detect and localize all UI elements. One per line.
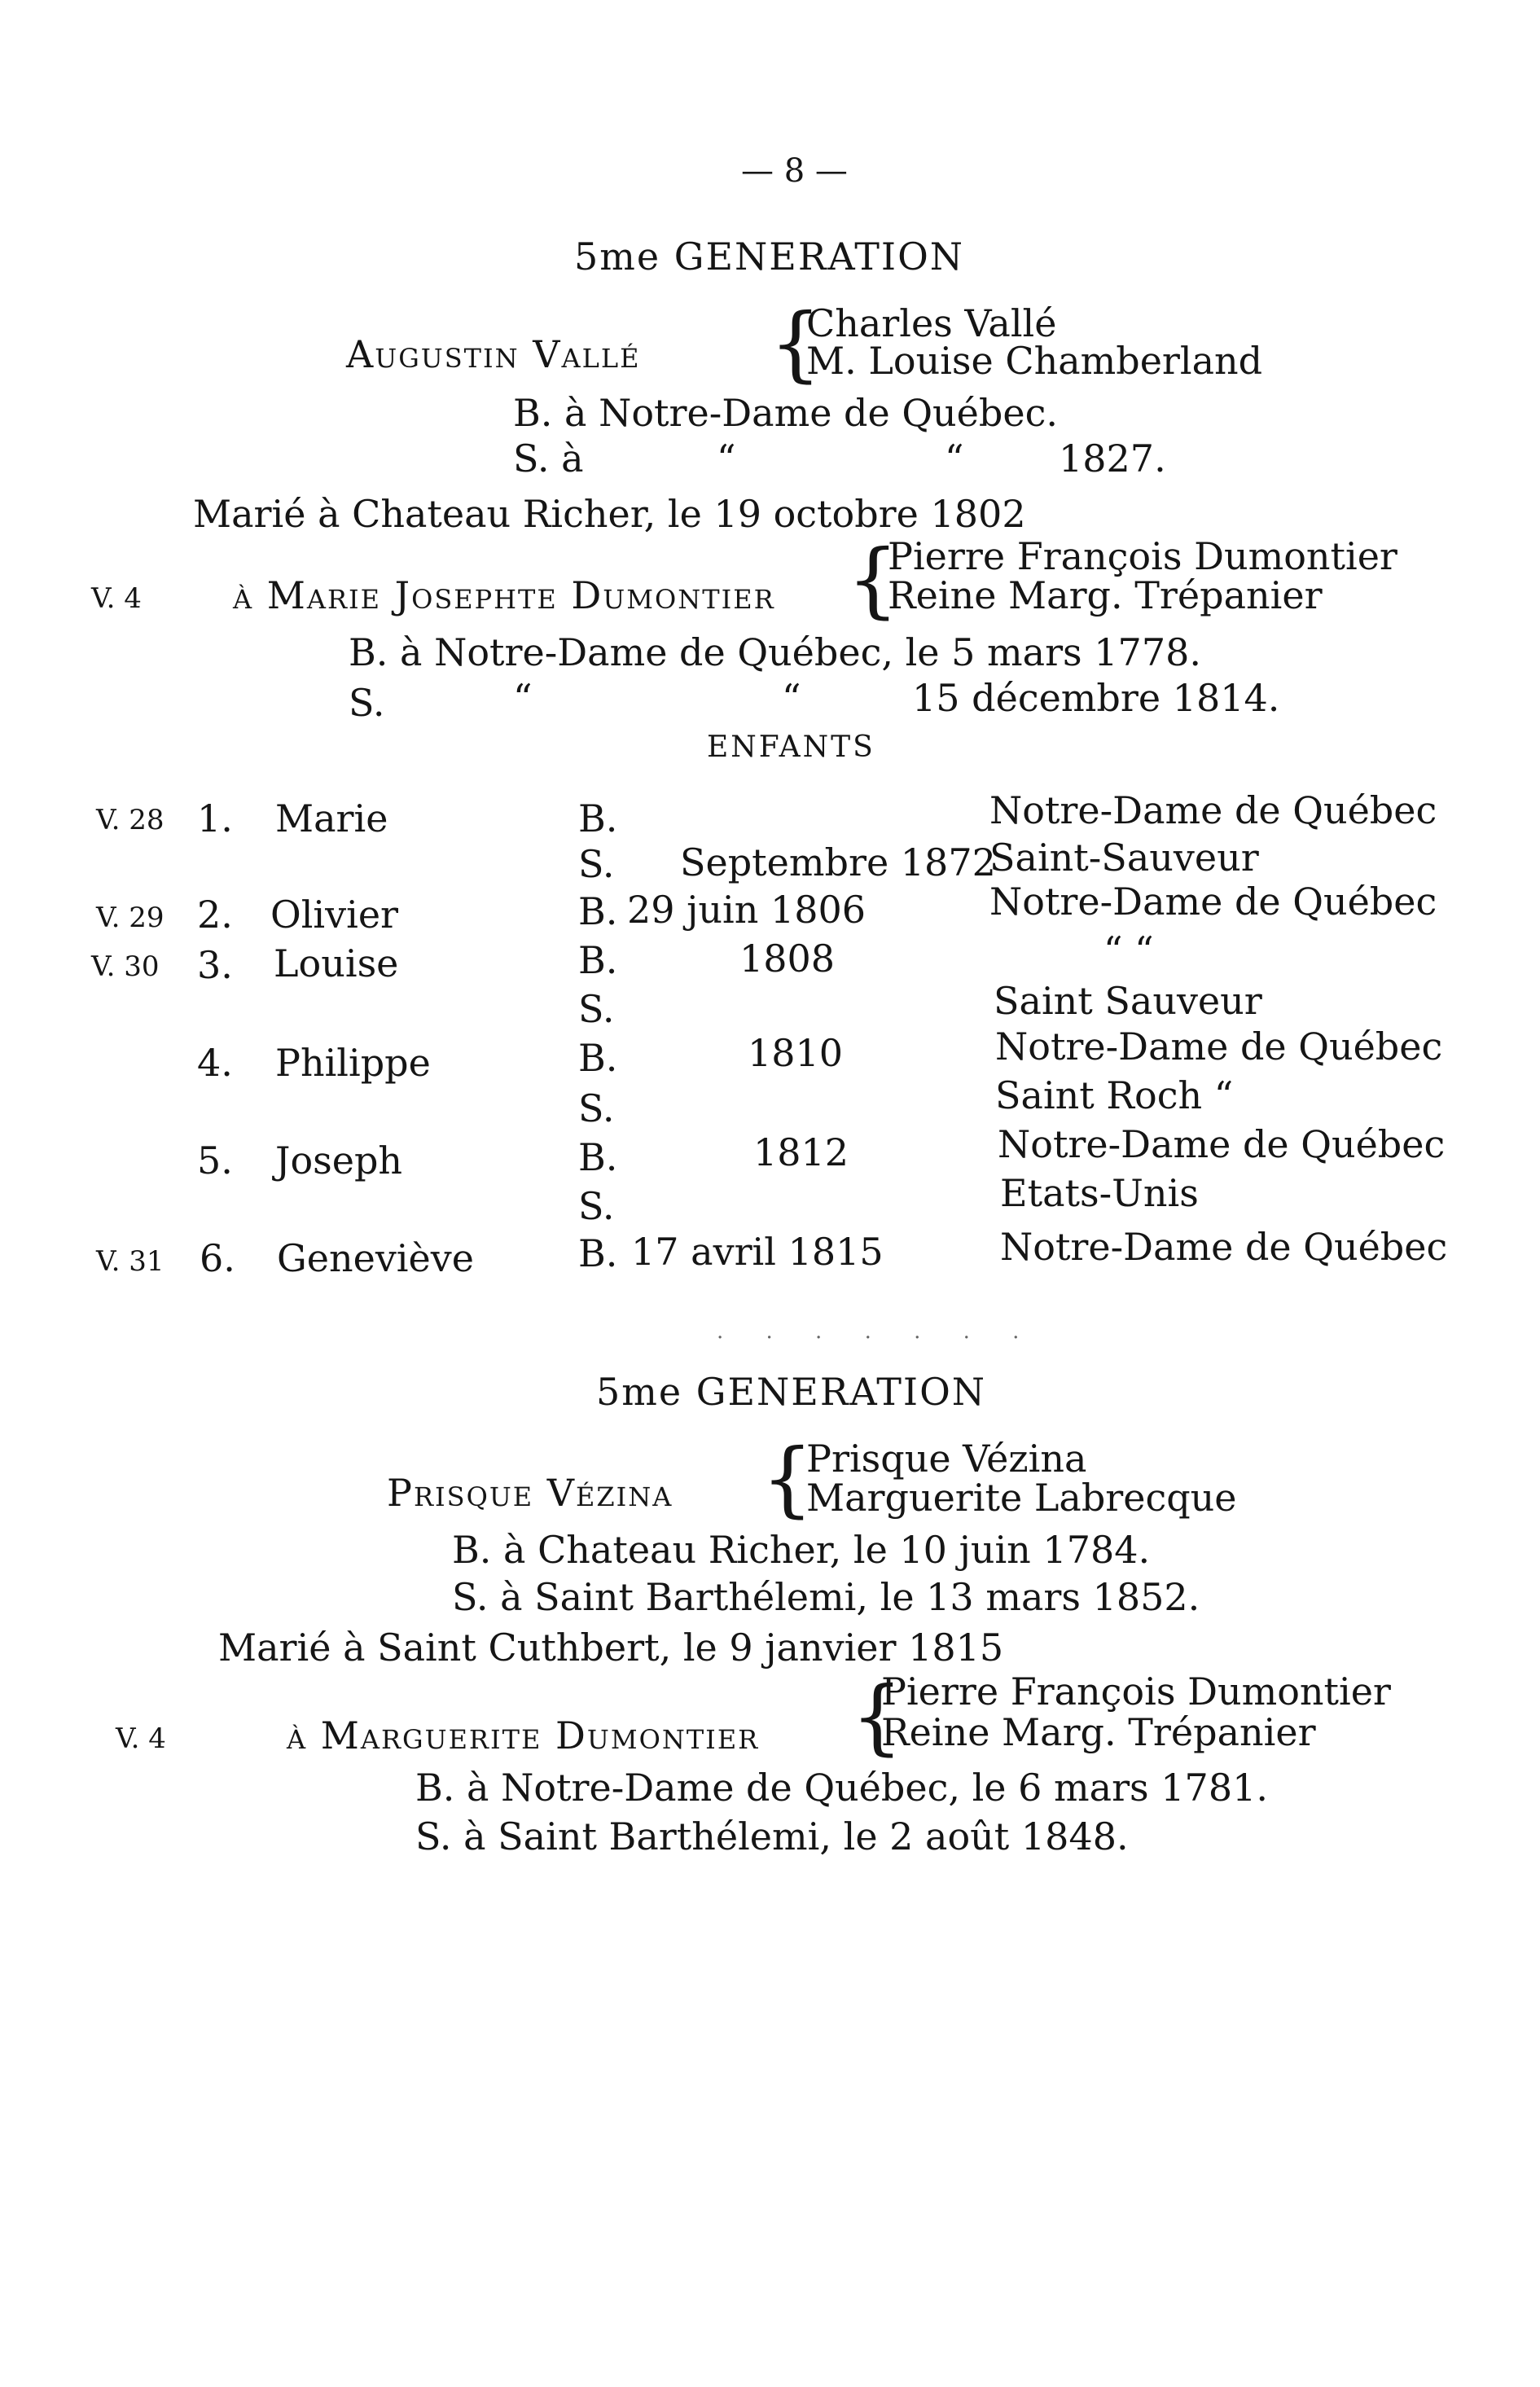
record-place: Notre-Dame de Québec	[989, 788, 1437, 832]
child-name: Philippe	[275, 1041, 431, 1085]
child-name: Geneviève	[277, 1236, 474, 1280]
record-place: “ “	[1103, 928, 1154, 972]
child-reference: V. 30	[91, 950, 160, 983]
record-place: Notre-Dame de Québec	[998, 1122, 1446, 1166]
generation-heading: 5me GENERATION	[574, 235, 965, 279]
spouse-father-name: Pierre François Dumontier	[888, 534, 1397, 578]
spouse-mother-name: Reine Marg. Trépanier	[888, 573, 1323, 617]
spouse-reference: V. 4	[91, 582, 142, 615]
person-name: Augustin Vallé	[346, 332, 641, 376]
record-date: Septembre 1872	[680, 840, 996, 884]
spouse-parents-brace: {	[851, 1669, 903, 1764]
spouse-parents-brace: {	[847, 532, 899, 627]
record-place: Saint-Sauveur	[989, 836, 1259, 880]
child-name: Joseph	[275, 1139, 403, 1183]
person-name: Prisque Vézina	[387, 1471, 673, 1515]
record-type: B.	[578, 938, 618, 982]
spouse-father-name: Pierre François Dumontier	[881, 1670, 1391, 1713]
child-name: Marie	[275, 796, 388, 840]
record-place: Etats-Unis	[1000, 1171, 1199, 1215]
child-number: 5.	[197, 1139, 233, 1183]
record-type: S.	[578, 987, 615, 1031]
mother-name: Marguerite Labrecque	[806, 1476, 1237, 1520]
child-name: Olivier	[270, 893, 399, 937]
generation-heading: 5me GENERATION	[596, 1370, 987, 1414]
child-reference: V. 31	[96, 1245, 165, 1278]
record-date: 1812	[753, 1130, 849, 1174]
record-place: Saint Roch “	[995, 1073, 1234, 1117]
ditto-mark: “	[513, 676, 533, 720]
child-number: 3.	[197, 943, 233, 987]
parents-brace: {	[770, 296, 822, 391]
spouse-sepulture-label: S.	[349, 681, 385, 725]
marriage-record: Marié à Saint Cuthbert, le 9 janvier 1815	[218, 1626, 1004, 1670]
record-place: Notre-Dame de Québec	[995, 1025, 1443, 1068]
record-type: B.	[578, 1231, 618, 1275]
spouse-sepulture-date: 15 décembre 1814.	[912, 676, 1280, 720]
spouse-baptism-record: B. à Notre-Dame de Québec, le 6 mars 1781.	[415, 1766, 1268, 1810]
father-name: Prisque Vézina	[806, 1437, 1087, 1481]
section-separator: . . . . . . .	[717, 1319, 1038, 1344]
spouse-sepulture-record: S. à Saint Barthélemi, le 2 août 1848.	[415, 1814, 1129, 1858]
child-number: 2.	[197, 893, 233, 937]
record-type: B.	[578, 889, 618, 933]
ditto-mark: “	[945, 437, 964, 480]
baptism-record: B. à Chateau Richer, le 10 juin 1784.	[452, 1528, 1151, 1572]
child-number: 6.	[200, 1236, 235, 1280]
child-reference: V. 29	[96, 902, 165, 934]
spouse-reference: V. 4	[116, 1722, 166, 1755]
record-date: 1808	[739, 937, 836, 981]
ditto-mark: “	[782, 676, 801, 720]
child-name: Louise	[274, 941, 399, 985]
record-type: S.	[578, 1086, 615, 1130]
sepulture-label: S. à	[513, 437, 584, 480]
record-place: Saint Sauveur	[994, 979, 1262, 1023]
record-type: S.	[578, 1184, 615, 1228]
child-number: 4.	[197, 1041, 233, 1085]
baptism-record: B. à Notre-Dame de Québec.	[513, 391, 1058, 435]
ditto-mark: “	[717, 437, 736, 480]
father-name: Charles Vallé	[806, 301, 1057, 345]
record-date: 1810	[748, 1031, 844, 1075]
spouse-mother-name: Reine Marg. Trépanier	[881, 1710, 1316, 1754]
parents-brace: {	[761, 1431, 814, 1526]
child-number: 1.	[197, 796, 233, 840]
mother-name: M. Louise Chamberland	[806, 339, 1263, 383]
record-place: Notre-Dame de Québec	[1000, 1225, 1448, 1269]
sepulture-record: S. à Saint Barthélemi, le 13 mars 1852.	[452, 1575, 1200, 1619]
record-date: 29 juin 1806	[627, 888, 867, 932]
record-type: B.	[578, 1036, 618, 1080]
marriage-record: Marié à Chateau Richer, le 19 octobre 1802	[193, 492, 1026, 536]
record-place: Notre-Dame de Québec	[989, 880, 1437, 924]
spouse-name: à Marguerite Dumontier	[287, 1713, 760, 1757]
children-heading: ENFANTS	[707, 731, 875, 764]
page-number: — 8 —	[741, 152, 848, 190]
child-reference: V. 28	[96, 804, 165, 836]
record-date: 17 avril 1815	[631, 1230, 884, 1274]
sepulture-year: 1827.	[1059, 437, 1166, 480]
record-type: B.	[578, 1135, 618, 1179]
spouse-name: à Marie Josephte Dumontier	[233, 573, 775, 617]
record-type: B.	[578, 796, 618, 840]
record-type: S.	[578, 842, 615, 886]
spouse-baptism-record: B. à Notre-Dame de Québec, le 5 mars 1778.	[349, 630, 1201, 674]
